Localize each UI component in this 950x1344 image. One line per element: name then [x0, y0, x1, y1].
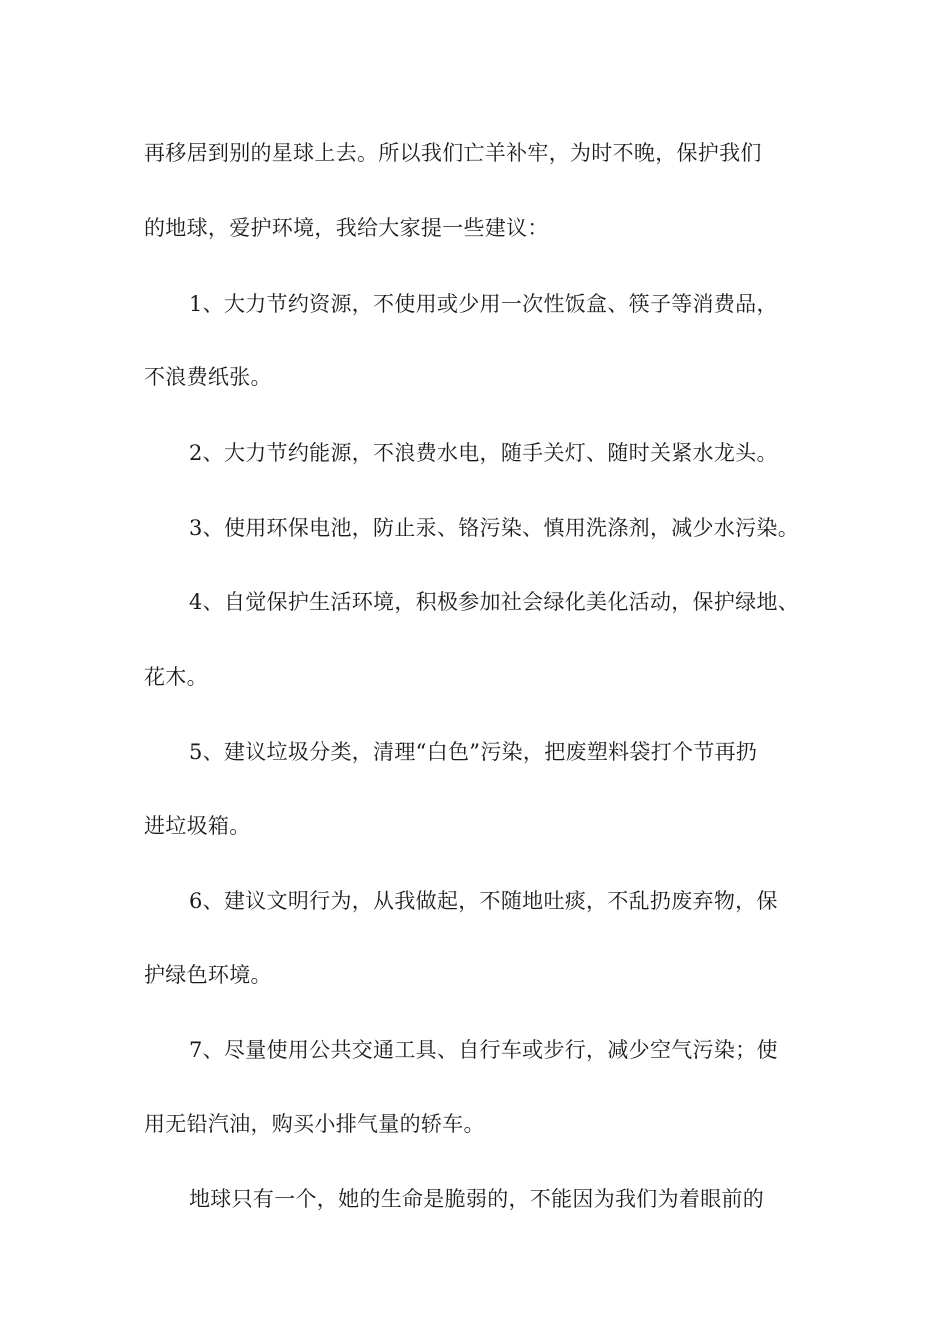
paragraph-line: 地球只有一个，她的生命是脆弱的，不能因为我们为着眼前的 — [189, 1187, 765, 1211]
list-item-1: 1、大力节约资源，不使用或少用一次性饭盒、筷子等消费品， — [189, 292, 778, 316]
text-line: 的地球，爱护环境，我给大家提一些建议： — [144, 216, 549, 240]
text-line: 花木。 — [144, 665, 208, 689]
list-item-7: 7、尽量使用公共交通工具、自行车或步行，减少空气污染；使 — [189, 1038, 778, 1062]
text-line: 用无铅汽油，购买小排气量的轿车。 — [144, 1112, 485, 1136]
list-item-5: 5、建议垃圾分类，清理“白色”污染，把废塑料袋打个节再扔 — [189, 740, 758, 764]
text-line: 进垃圾箱。 — [144, 814, 251, 838]
list-item-6: 6、建议文明行为，从我做起，不随地吐痰，不乱扔废弃物，保 — [189, 889, 778, 913]
text-line: 不浪费纸张。 — [144, 365, 272, 389]
list-item-4: 4、自觉保护生活环境，积极参加社会绿化美化活动，保护绿地、 — [189, 590, 800, 614]
text-line: 再移居到别的星球上去。所以我们亡羊补牢，为时不晚，保护我们 — [144, 141, 762, 165]
list-item-3: 3、使用环保电池，防止汞、铬污染、慎用洗涤剂，减少水污染。 — [189, 516, 800, 540]
list-item-2: 2、大力节约能源，不浪费水电，随手关灯、随时关紧水龙头。 — [189, 441, 778, 465]
text-line: 护绿色环境。 — [144, 963, 272, 987]
